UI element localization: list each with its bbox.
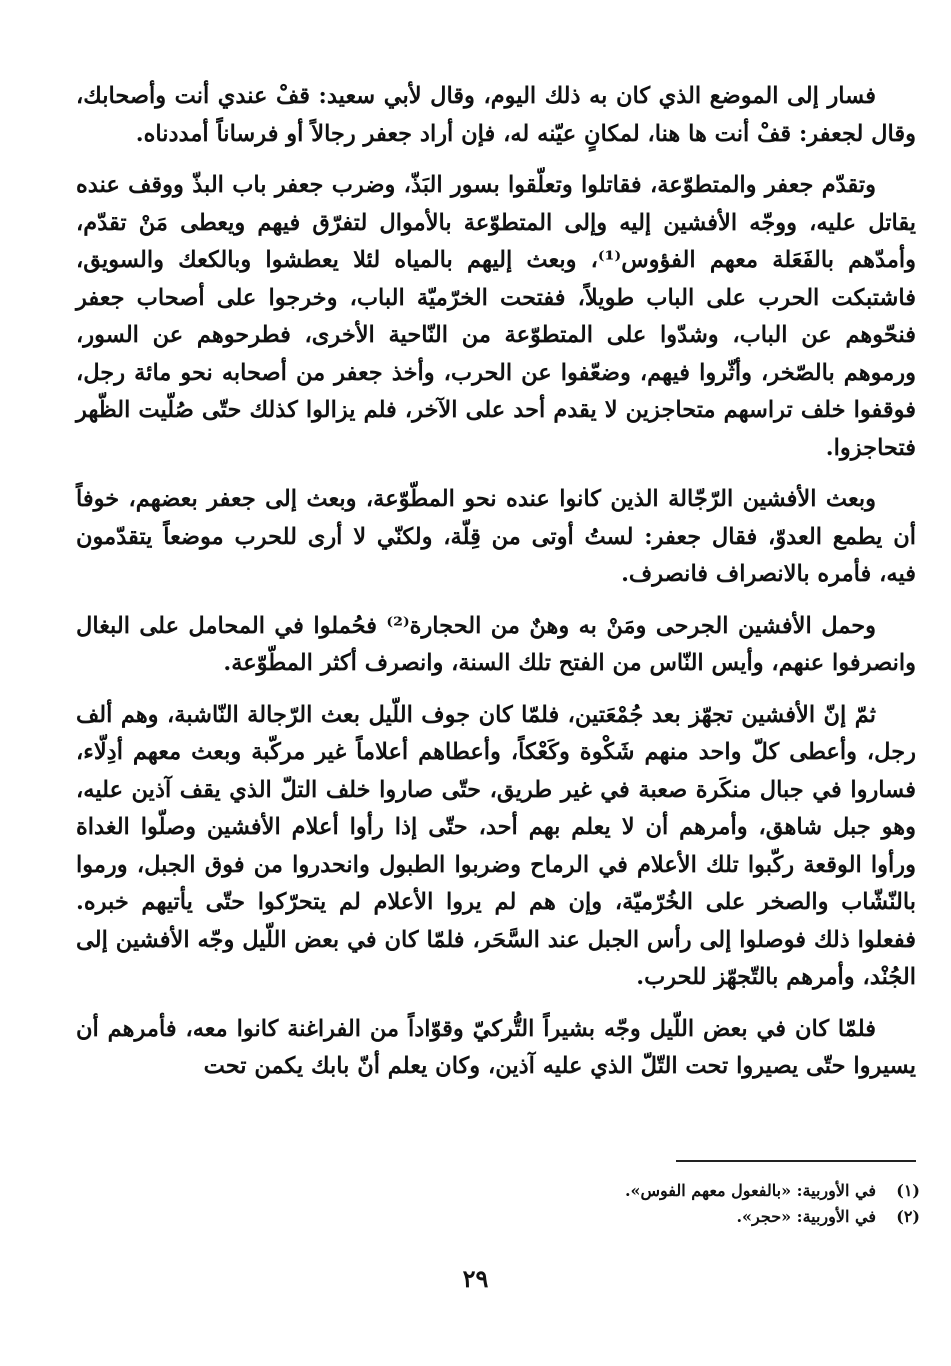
footnote-divider [676, 1160, 916, 1162]
footnote-2 [420, 1204, 920, 1230]
footnote-2-text: في الأوربية: «حجر». [736, 1207, 876, 1226]
page-number: ٢٩ [462, 1264, 489, 1293]
footnote-1 [420, 1178, 920, 1204]
footnote-1-number: (١) [896, 1181, 920, 1200]
footnotes [420, 1178, 920, 1230]
footnote-1-text: في الأوربية: «بالفعول معهم الفوس». [624, 1181, 876, 1200]
main-text [76, 78, 916, 1100]
footnote-2-number: (٢) [896, 1207, 920, 1226]
paragraph-6: فلمّا كان في بعض اللّيل وجّه بشيراً التُّركيّ وقوّاداً من الفراغنة كانوا معه، فأمرهم أن يسيروا حتّى يصيروا تحت التّلّ الذي عليه آذين، وكان يعلم أنّ بابك يكمن تحت [76, 1015, 916, 1079]
paragraph-4: وحمل الأفشين الجرحى ومَنْ به وهنٌ من الحجارة⁽²⁾ فحُملوا في المحامل على البغال وانصرفوا عنهم، وأيس النّاس من الفتح تلك السنة، وانصرف أكثر المطّوّعة. [76, 612, 916, 676]
paragraph-5: ثمّ إنّ الأفشين تجهّز بعد جُمْعَتين، فلمّا كان جوف اللّيل بعث الرّجالة النّاشبة، وهم ألف رجل، وأعطى كلّ واحد منهم شَكْوة وكَعْكاً، وأعطاهم أعلاماً غير مركّبة وبعث معهم أدِلّاء، فساروا في جبال منكَرة صعبة في غير طريق، حتّى صاروا خلف التلّ الذي يقف آذين عليه، وهو جبل شاهق، وأمرهم أن لا يعلم بهم أحد، حتّى إذا رأوا أعلام الأفشين وصلّوا الغداة ورأوا الوقعة ركّبوا تلك الأعلام في الرماح وضربوا الطبول وانحدروا من فوق الجبل، ورموا بالنّشّاب والصخر على الخُرّميّة، وإن هم لم يروا الأعلام لم يتحرّكوا حتّى يأتيهم خبره. ففعلوا ذلك فوصلوا إلى رأس الجبل عند السَّحَر، فلمّا كان في بعض اللّيل وجّه الأفشين إلى الجُنْد، وأمرهم بالتّجهّز للحرب. [76, 701, 916, 990]
paragraph-1: فسار إلى الموضع الذي كان به ذلك اليوم، وقال لأبي سعيد: قفْ عندي أنت وأصحابك، وقال لجعفر: قفْ أنت ها هنا، لمكانٍ عيّنه له، فإن أراد جعفر رجالاً أو فرساناً أمددناه. [76, 83, 916, 147]
paragraph-3: وبعث الأفشين الرّجّالة الذين كانوا عنده نحو المطّوّعة، وبعث إلى جعفر بعضهم، خوفاً أن يطمع العدوّ، فقال جعفر: لستُ أوتى من قِلّة، ولكنّي لا أرى للحرب موضعاً يتقدّمون فيه، فأمره بالانصراف فانصرف. [76, 486, 916, 587]
paragraph-2: وتقدّم جعفر والمتطوّعة، فقاتلوا وتعلّقوا بسور البَذّ، وضرب جعفر باب البذّ ووقف عنده يقاتل عليه، ووجّه الأفشين إليه وإلى المتطوّعة بالأموال لتفرّق فيهم ويعطى مَنْ تقدّم، وأمدّهم بالفَعَلة معهم الفؤوس⁽¹⁾، وبعث إليهم بالمياه لئلا يعطشوا وبالكعك والسويق، فاشتبكت الحرب على الباب طويلاً، ففتحت الخرّميّة الباب، وخرجوا على أصحاب جعفر فنحّوهم عن الباب، وشدّوا على المتطوّعة من النّاحية الأخرى، فطرحوهم عن السور، ورموهم بالصّخر، وأثّروا فيهم، وضعّفوا عن الحرب، وأخذ جعفر من أصحابه نحو مائة رجل، فوقفوا خلف تراسهم متحاجزين لا يقدم أحد على الآخر، فلم يزالوا كذلك حتّى صُلّيت الظّهر فتحاجزوا. [76, 172, 916, 461]
